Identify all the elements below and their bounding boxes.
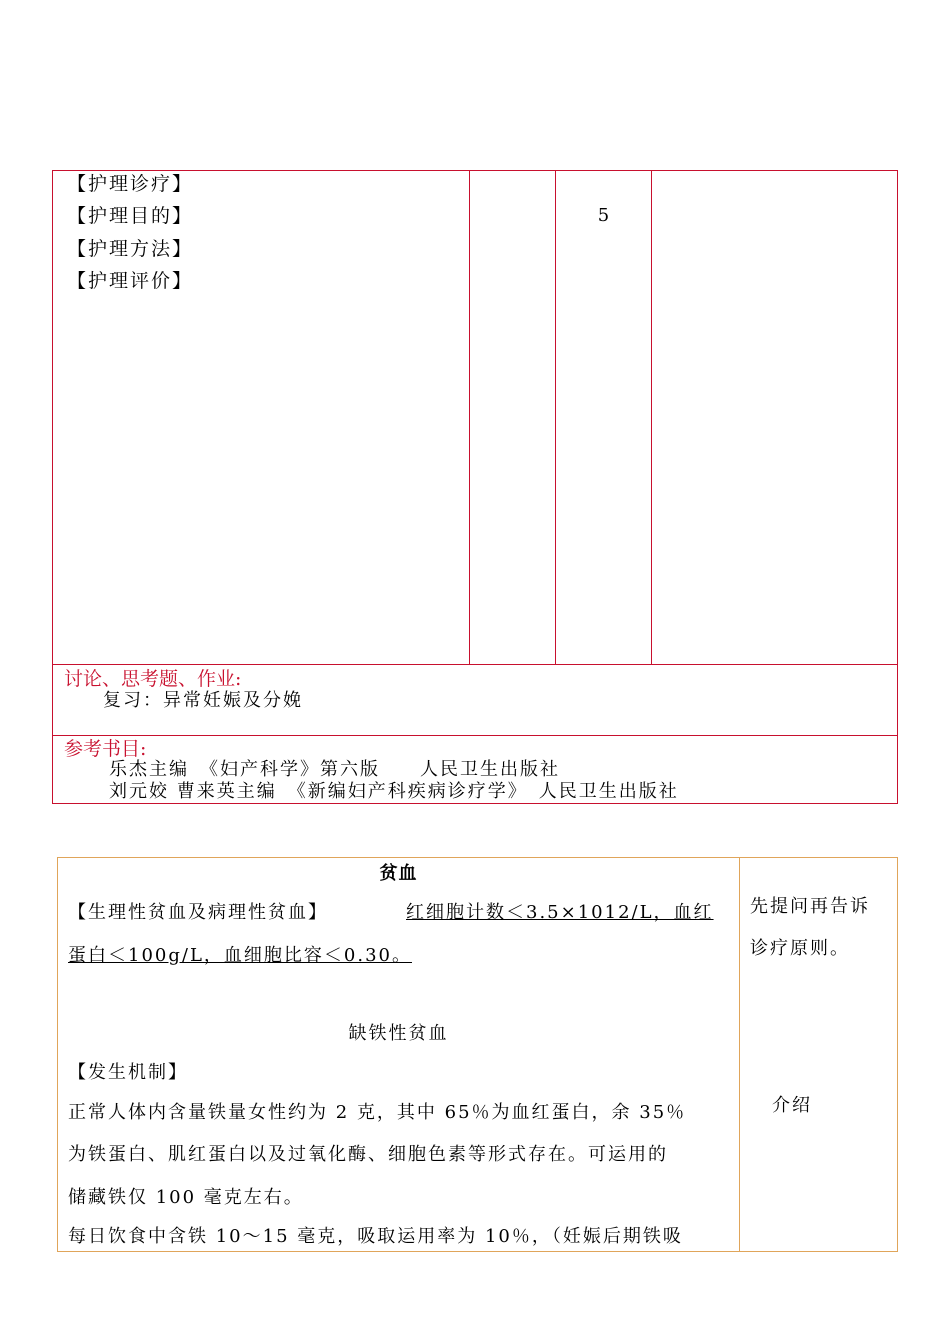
anemia-content-cell bbox=[58, 858, 740, 1251]
paragraph-line: 为铁蛋白、肌红蛋白以及过氧化酶、细胞色素等形式存在。可运用的 bbox=[68, 1144, 668, 1165]
reference-item: 乐杰主编 《妇产科学》第六版 人民卫生出版社 bbox=[109, 759, 560, 780]
section-title: 贫血 bbox=[379, 863, 418, 884]
discussion-row bbox=[53, 665, 897, 736]
definition-text: 蛋白＜100g/L，血细胞比容＜0.30。 bbox=[68, 945, 412, 966]
nursing-method-label: 【护理方法】 bbox=[67, 238, 194, 260]
lesson-plan-table bbox=[52, 170, 898, 804]
teaching-note: 先提问再告诉 bbox=[750, 896, 870, 917]
paragraph-line: 储藏铁仅 100 毫克左右。 bbox=[68, 1187, 304, 1208]
paragraph-line: 每日饮食中含铁 10～15 毫克，吸取运用率为 10％，（妊娠后期铁吸 bbox=[68, 1226, 683, 1247]
paragraph-line: 正常人体内含量铁量女性约为 2 克，其中 65％为血红蛋白，余 35％ bbox=[68, 1102, 687, 1123]
nursing-diagnosis-label: 【护理诊疗】 bbox=[67, 173, 194, 195]
empty-cell bbox=[470, 171, 556, 664]
definition-text: 红细胞计数＜3.5×1012/L，血红 bbox=[406, 902, 714, 923]
nursing-goal-label: 【护理目的】 bbox=[67, 205, 194, 227]
nursing-evaluation-label: 【护理评价】 bbox=[67, 270, 194, 292]
score-value: 5 bbox=[597, 205, 610, 226]
score-cell bbox=[556, 171, 652, 664]
teaching-note: 诊疗原则。 bbox=[750, 938, 850, 959]
teaching-notes-cell bbox=[740, 858, 897, 1251]
subsection-title: 缺铁性贫血 bbox=[348, 1023, 449, 1044]
teaching-note: 介绍 bbox=[772, 1095, 812, 1116]
discussion-label: 讨论、思考题、作业: bbox=[64, 668, 242, 690]
discussion-content: 复习：异常妊娠及分娩 bbox=[103, 690, 303, 711]
references-row bbox=[53, 736, 897, 804]
anemia-table bbox=[57, 857, 898, 1252]
section-heading: 【生理性贫血及病理性贫血】 bbox=[68, 902, 328, 923]
reference-item: 刘元姣 曹来英主编 《新编妇产科疾病诊疗学》 人民卫生出版社 bbox=[109, 781, 679, 802]
content-row bbox=[53, 171, 897, 665]
notes-cell bbox=[652, 171, 898, 664]
section-heading: 【发生机制】 bbox=[68, 1062, 188, 1083]
content-cell bbox=[53, 171, 470, 664]
references-label: 参考书目: bbox=[64, 738, 147, 760]
